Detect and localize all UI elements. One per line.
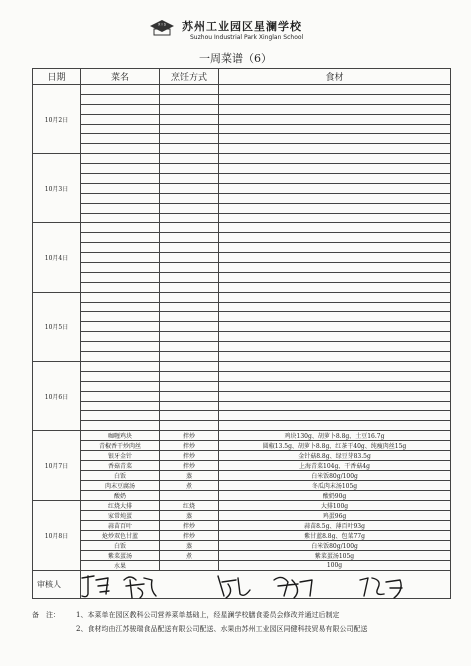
dish-cell — [81, 94, 160, 104]
table-row — [33, 441, 451, 451]
table-row — [33, 391, 451, 401]
table-row — [33, 263, 451, 273]
ingredients-cell — [219, 203, 451, 213]
ingredients-cell — [219, 243, 451, 253]
table-row — [33, 272, 451, 282]
method-cell — [160, 312, 219, 322]
dish-cell — [81, 272, 160, 282]
dish-cell — [81, 183, 160, 193]
ingredients-cell — [219, 183, 451, 193]
dish-cell — [81, 263, 160, 273]
ingredients-cell — [219, 253, 451, 263]
ingredients-cell: 上海青菜104g、干香菇4g — [219, 461, 451, 471]
dish-cell: 香菇青菜 — [81, 461, 160, 471]
ingredients-cell — [219, 282, 451, 292]
dish-cell: 红烧大排 — [81, 501, 160, 511]
table-row — [33, 332, 451, 342]
dish-cell — [81, 174, 160, 184]
dish-cell — [81, 421, 160, 431]
dish-cell — [81, 114, 160, 124]
ingredients-cell — [219, 292, 451, 302]
table-row — [33, 371, 451, 381]
method-cell — [160, 94, 219, 104]
page-title: 一周菜谱（6） — [199, 52, 272, 65]
method-cell — [160, 85, 219, 95]
ingredients-cell: 圆椒13.5g、胡萝卜8.8g、红茶干40g、纯瘦肉丝15g — [219, 441, 451, 451]
table-row — [33, 541, 451, 551]
method-cell — [160, 391, 219, 401]
table-row — [33, 431, 451, 441]
school-header — [0, 6, 471, 46]
table-row — [33, 312, 451, 322]
method-cell — [160, 352, 219, 362]
ingredients-cell — [219, 134, 451, 144]
method-cell — [160, 243, 219, 253]
method-cell — [160, 104, 219, 114]
dish-cell — [81, 381, 160, 391]
ingredients-cell — [219, 263, 451, 273]
dish-cell — [81, 292, 160, 302]
table-row — [33, 134, 451, 144]
ingredients-cell — [219, 391, 451, 401]
dish-cell — [81, 124, 160, 134]
method-cell — [160, 223, 219, 233]
dish-cell — [81, 243, 160, 253]
method-cell: 蒸 — [160, 511, 219, 521]
dish-cell — [81, 253, 160, 263]
method-cell — [160, 332, 219, 342]
table-row — [33, 451, 451, 461]
table-row — [33, 282, 451, 292]
method-cell — [160, 371, 219, 381]
ingredients-cell — [219, 144, 451, 154]
table-row — [33, 223, 451, 233]
table-row — [33, 521, 451, 531]
dish-cell — [81, 401, 160, 411]
col-method-header: 烹饪方式 — [160, 69, 219, 85]
dish-cell: 肉末豆腐汤 — [81, 481, 160, 491]
table-row — [33, 292, 451, 302]
ingredients-cell — [219, 223, 451, 233]
method-cell — [160, 342, 219, 352]
date-cell: 10月7日 — [33, 431, 81, 501]
date-cell: 10月6日 — [33, 361, 81, 430]
ingredients-cell — [219, 312, 451, 322]
ingredients-cell: 酸奶90g — [219, 491, 451, 501]
ingredients-cell — [219, 322, 451, 332]
header-row — [33, 69, 451, 85]
ingredients-cell — [219, 401, 451, 411]
ingredients-cell — [219, 233, 451, 243]
method-cell: 拌炒 — [160, 431, 219, 441]
method-cell — [160, 322, 219, 332]
table-row — [33, 481, 451, 491]
ingredients-cell — [219, 213, 451, 223]
dish-cell — [81, 134, 160, 144]
dish-cell — [81, 361, 160, 371]
table-row — [33, 401, 451, 411]
table-row — [33, 531, 451, 541]
dish-cell: 紫菜蛋汤 — [81, 551, 160, 561]
ingredients-cell — [219, 371, 451, 381]
dish-cell: 炝炒双色甘蓝 — [81, 531, 160, 541]
dish-cell — [81, 312, 160, 322]
dish-cell — [81, 391, 160, 401]
method-cell: 蒸 — [160, 541, 219, 551]
method-cell: 煮 — [160, 481, 219, 491]
table-row — [33, 203, 451, 213]
table-row — [33, 243, 451, 253]
ingredients-cell: 鸡块130g、胡萝卜8.8g、土豆16.7g — [219, 431, 451, 441]
table-row — [33, 322, 451, 332]
method-cell: 拌炒 — [160, 531, 219, 541]
ingredients-cell — [219, 114, 451, 124]
ingredients-cell: 鸡蛋96g — [219, 511, 451, 521]
method-cell — [160, 183, 219, 193]
date-cell: 10月5日 — [33, 292, 81, 361]
dish-cell — [81, 154, 160, 164]
table-row — [33, 104, 451, 114]
ingredients-cell — [219, 272, 451, 282]
method-cell — [160, 193, 219, 203]
dish-cell — [81, 282, 160, 292]
dish-cell — [81, 322, 160, 332]
table-row — [33, 213, 451, 223]
method-cell: 煮 — [160, 551, 219, 561]
method-cell: 拌炒 — [160, 521, 219, 531]
ingredients-cell — [219, 342, 451, 352]
method-cell — [160, 134, 219, 144]
menu-table — [32, 68, 451, 599]
table-row — [33, 461, 451, 471]
dish-cell — [81, 213, 160, 223]
dish-cell: 水果 — [81, 561, 160, 571]
school-name-cn: 苏州工业园区星澜学校 — [182, 20, 302, 33]
table-row — [33, 144, 451, 154]
date-cell: 10月8日 — [33, 501, 81, 571]
table-row — [33, 174, 451, 184]
menu-body — [33, 85, 451, 599]
ingredients-cell: 白米饭80g/100g — [219, 471, 451, 481]
method-cell — [160, 491, 219, 501]
ingredients-cell — [219, 411, 451, 421]
ingredients-cell — [219, 193, 451, 203]
dish-cell — [81, 411, 160, 421]
ingredients-cell: 冬瓜肉末汤105g — [219, 481, 451, 491]
table-row — [33, 164, 451, 174]
table-row — [33, 561, 451, 571]
school-name-en: Suzhou Industrial Park Xinglan School — [190, 34, 304, 41]
method-cell — [160, 421, 219, 431]
table-row — [33, 94, 451, 104]
table-row — [33, 381, 451, 391]
school-logo-icon — [148, 18, 176, 38]
date-cell: 10月3日 — [33, 154, 81, 223]
ingredients-cell: 紫甘蓝8.8g、包菜77g — [219, 531, 451, 541]
ingredients-cell: 紫菜蛋汤105g — [219, 551, 451, 561]
dish-cell — [81, 352, 160, 362]
table-row — [33, 183, 451, 193]
dish-cell: 家常炖蛋 — [81, 511, 160, 521]
ingredients-cell — [219, 361, 451, 371]
table-row — [33, 471, 451, 481]
ingredients-cell: 白米饭80g/100g — [219, 541, 451, 551]
method-cell: 红烧 — [160, 501, 219, 511]
dish-cell: 咖喱鸡块 — [81, 431, 160, 441]
ingredients-cell — [219, 154, 451, 164]
dish-cell — [81, 332, 160, 342]
dish-cell — [81, 233, 160, 243]
method-cell — [160, 203, 219, 213]
table-row — [33, 551, 451, 561]
method-cell — [160, 263, 219, 273]
ingredients-cell: 金针菇8.8g、绿豆芽83.5g — [219, 451, 451, 461]
col-date-header: 日期 — [33, 69, 81, 85]
method-cell — [160, 381, 219, 391]
ingredients-cell — [219, 164, 451, 174]
dish-cell — [81, 104, 160, 114]
table-row — [33, 501, 451, 511]
method-cell — [160, 124, 219, 134]
method-cell — [160, 292, 219, 302]
method-cell — [160, 302, 219, 312]
method-cell — [160, 144, 219, 154]
col-ingredients-header: 食材 — [219, 69, 451, 85]
table-row — [33, 154, 451, 164]
dish-cell — [81, 164, 160, 174]
reviewer-label: 审核人 — [37, 580, 61, 590]
reviewer-label-cell — [33, 571, 81, 599]
table-row — [33, 421, 451, 431]
dish-cell — [81, 302, 160, 312]
table-row — [33, 193, 451, 203]
table-row — [33, 253, 451, 263]
reviewer-row — [33, 571, 451, 599]
table-row — [33, 361, 451, 371]
ingredients-cell — [219, 104, 451, 114]
note-line-1: 1、本菜单在园区教科公司营养菜单基础上，经星澜学校膳食委员会修改并通过后制定 — [76, 611, 340, 619]
method-cell — [160, 272, 219, 282]
reviewer-signature-cell — [81, 571, 451, 599]
method-cell — [160, 253, 219, 263]
dish-cell — [81, 371, 160, 381]
ingredients-cell: 大排100g — [219, 501, 451, 511]
method-cell: 拌炒 — [160, 461, 219, 471]
method-cell: 蒸 — [160, 471, 219, 481]
dish-cell — [81, 85, 160, 95]
method-cell — [160, 164, 219, 174]
table-row — [33, 342, 451, 352]
table-row — [33, 124, 451, 134]
table-row — [33, 233, 451, 243]
ingredients-cell — [219, 94, 451, 104]
method-cell — [160, 154, 219, 164]
ingredients-cell — [219, 332, 451, 342]
table-row — [33, 114, 451, 124]
dish-cell: 白饭 — [81, 541, 160, 551]
dish-cell: 白饭 — [81, 471, 160, 481]
method-cell — [160, 361, 219, 371]
method-cell — [160, 233, 219, 243]
method-cell: 拌炒 — [160, 441, 219, 451]
col-dish-header: 菜名 — [81, 69, 160, 85]
table-row — [33, 491, 451, 501]
ingredients-cell — [219, 381, 451, 391]
ingredients-cell — [219, 302, 451, 312]
ingredients-cell: 蒜苗8.5g、薄百叶93g — [219, 521, 451, 531]
ingredients-cell: 100g — [219, 561, 451, 571]
dish-cell: 酸奶 — [81, 491, 160, 501]
table-row — [33, 411, 451, 421]
table-row — [33, 352, 451, 362]
dish-cell — [81, 203, 160, 213]
dish-cell — [81, 193, 160, 203]
ingredients-cell — [219, 352, 451, 362]
table-row — [33, 302, 451, 312]
method-cell — [160, 114, 219, 124]
ingredients-cell — [219, 85, 451, 95]
table-row — [33, 511, 451, 521]
date-cell: 10月2日 — [33, 85, 81, 154]
notes-label: 备 注： — [32, 611, 60, 619]
method-cell — [160, 411, 219, 421]
method-cell — [160, 174, 219, 184]
method-cell — [160, 213, 219, 223]
dish-cell: 蒜苗百叶 — [81, 521, 160, 531]
note-line-2: 2、食材均由江苏骏瑞食品配送有限公司配送、水果由苏州工业园区同健科技贸易有限公司配送 — [76, 625, 368, 633]
table-row — [33, 85, 451, 95]
ingredients-cell — [219, 124, 451, 134]
method-cell — [160, 282, 219, 292]
date-cell: 10月4日 — [33, 223, 81, 292]
method-cell — [160, 561, 219, 571]
dish-cell — [81, 144, 160, 154]
dish-cell — [81, 342, 160, 352]
dish-cell: 青椒香干炒肉丝 — [81, 441, 160, 451]
dish-cell: 银牙金针 — [81, 451, 160, 461]
dish-cell — [81, 223, 160, 233]
school-logo-text: X I S — [158, 22, 166, 27]
method-cell — [160, 401, 219, 411]
ingredients-cell — [219, 421, 451, 431]
method-cell: 拌炒 — [160, 451, 219, 461]
ingredients-cell — [219, 174, 451, 184]
